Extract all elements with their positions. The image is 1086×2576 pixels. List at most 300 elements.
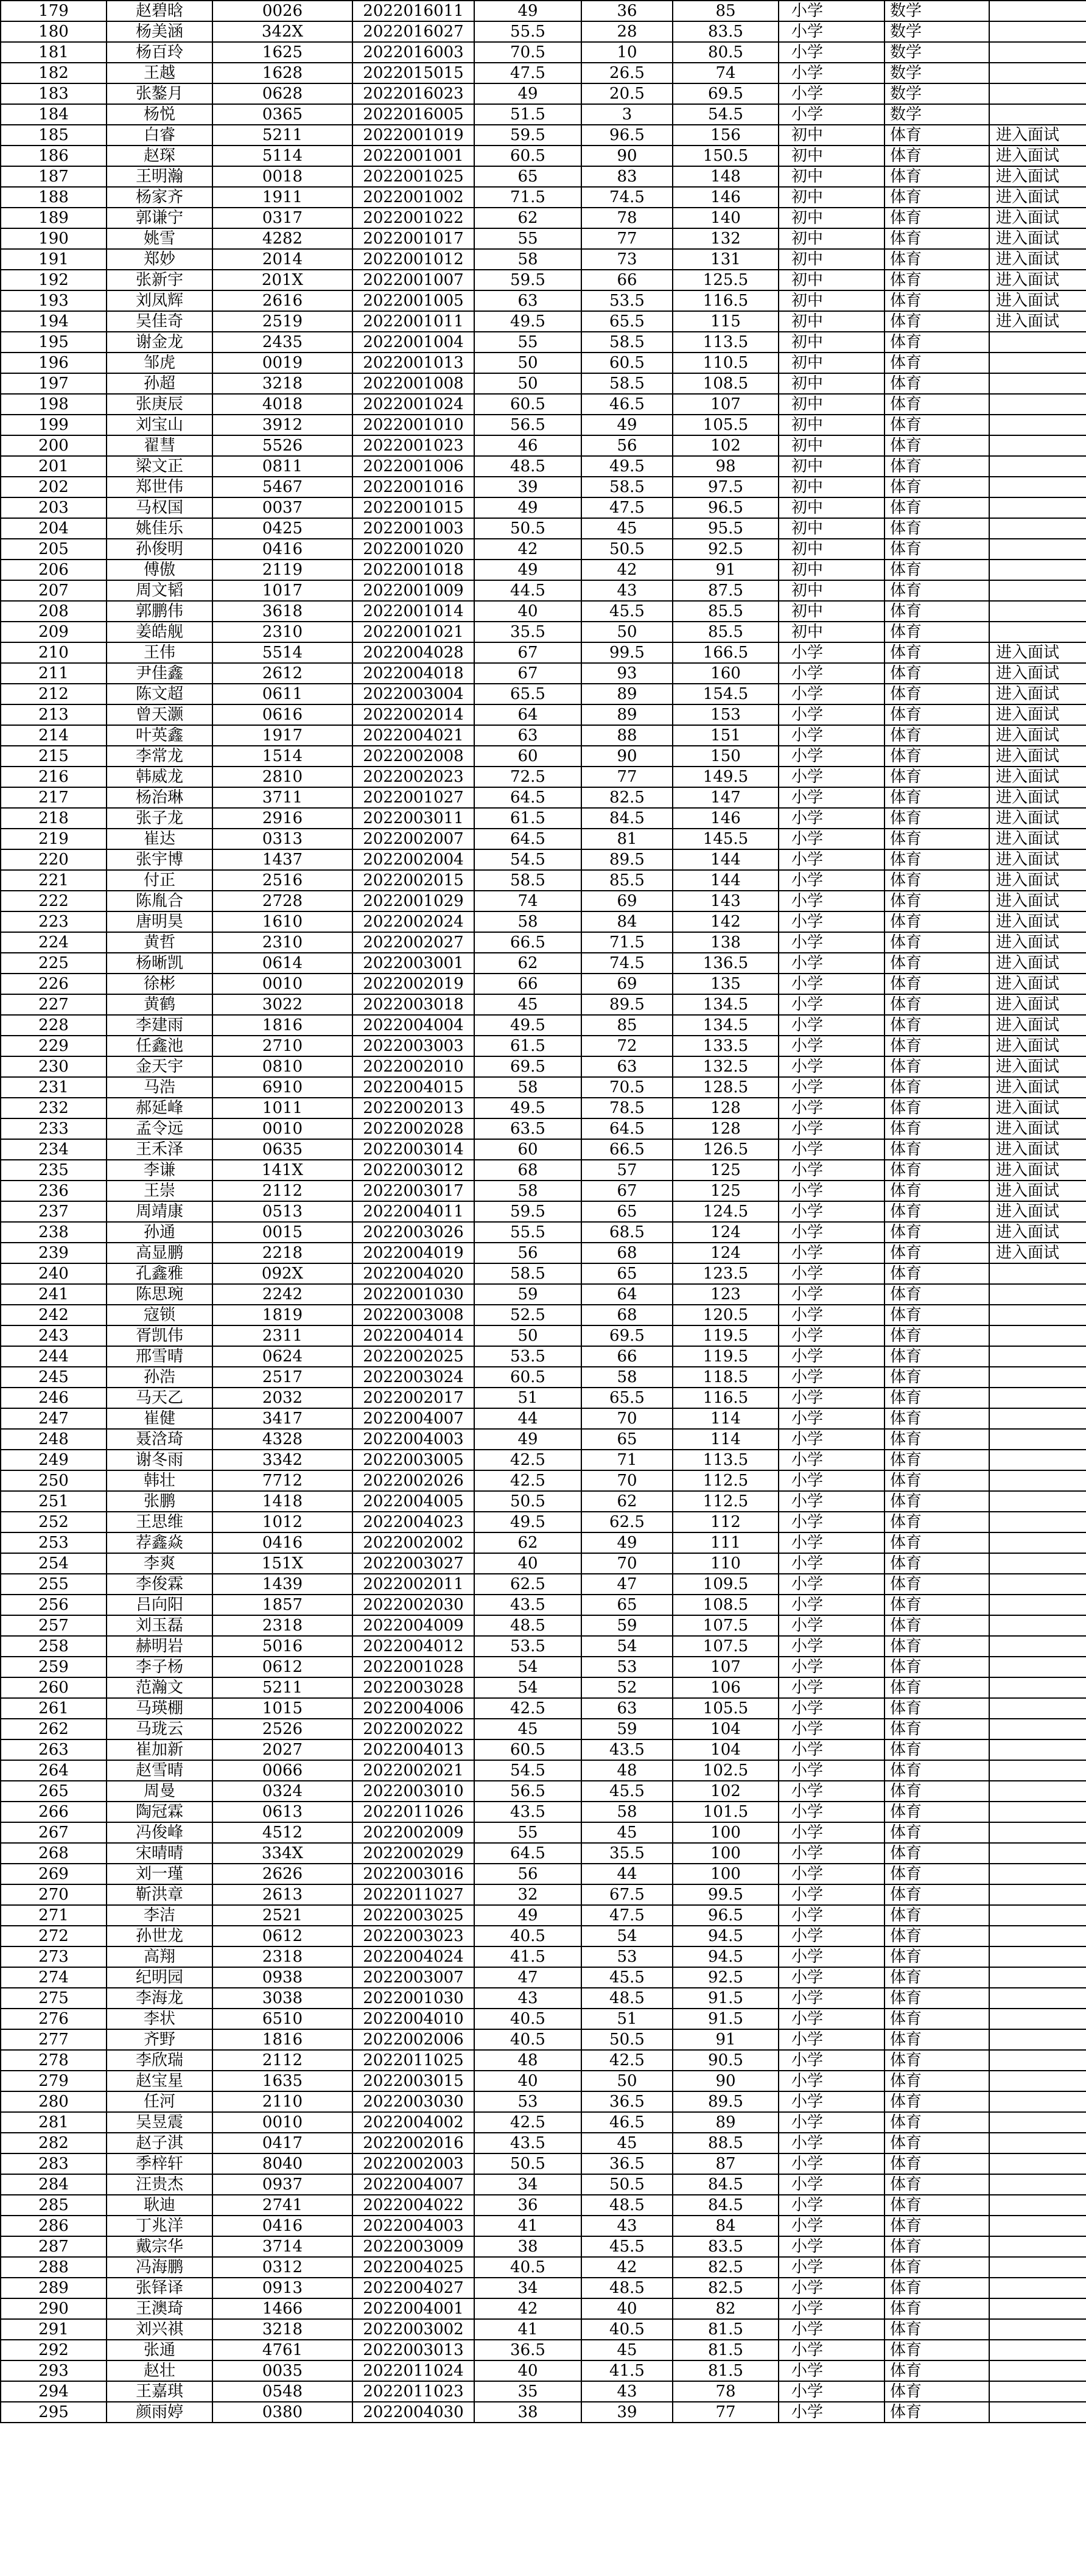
row-number-cell: 271 [1,1905,107,1926]
row-number-cell: 289 [1,2278,107,2298]
candidate-name-cell: 张鹏 [107,1491,212,1512]
subject-cell: 体育 [885,1388,989,1408]
candidate-name-cell: 刘凤辉 [107,290,212,311]
candidate-name-cell: 宋晴晴 [107,1843,212,1864]
school-level-cell: 初中 [779,125,885,146]
result-status-cell [989,1946,1086,1967]
candidate-name-cell: 孙通 [107,1222,212,1243]
row-number-cell: 215 [1,746,107,767]
exam-number-cell: 2022004002 [352,2112,474,2133]
total-score-cell: 82.5 [673,2257,779,2278]
school-level-cell: 小学 [779,1905,885,1926]
exam-number-cell: 2022002004 [352,849,474,870]
row-number-cell: 280 [1,2091,107,2112]
row-number-cell: 261 [1,1698,107,1719]
id-suffix-cell: 0015 [212,1222,352,1243]
row-number-cell: 293 [1,2360,107,2381]
total-score-cell: 109.5 [673,1574,779,1595]
subject-cell: 体育 [885,787,989,808]
interview-score-cell: 47 [581,1574,673,1595]
interview-score-cell: 67.5 [581,1884,673,1905]
result-status-cell [989,2133,1086,2153]
interview-score-cell: 90 [581,746,673,767]
written-score-cell: 54.5 [474,849,581,870]
table-row [1,849,1086,870]
written-score-cell: 53.5 [474,1636,581,1657]
subject-cell: 体育 [885,311,989,332]
result-status-cell: 进入面试 [989,829,1086,849]
total-score-cell: 96.5 [673,497,779,518]
id-suffix-cell: 2112 [212,2050,352,2071]
total-score-cell: 128 [673,1118,779,1139]
result-status-cell [989,373,1086,394]
result-status-cell [989,2009,1086,2029]
interview-score-cell: 50 [581,2071,673,2091]
candidate-name-cell: 李建雨 [107,1015,212,1036]
interview-score-cell: 44 [581,1864,673,1884]
id-suffix-cell: 2310 [212,932,352,953]
exam-number-cell: 2022004007 [352,2174,474,2195]
result-status-cell [989,1719,1086,1739]
subject-cell: 体育 [885,1118,989,1139]
result-status-cell: 进入面试 [989,767,1086,787]
exam-number-cell: 2022011024 [352,2360,474,2381]
row-number-cell: 242 [1,1305,107,1325]
interview-score-cell: 49 [581,415,673,435]
table-row [1,270,1086,290]
subject-cell: 数学 [885,21,989,42]
school-level-cell: 小学 [779,1698,885,1719]
row-number-cell: 278 [1,2050,107,2071]
result-status-cell: 进入面试 [989,290,1086,311]
school-level-cell: 小学 [779,1512,885,1532]
result-status-cell [989,2402,1086,2423]
total-score-cell: 136.5 [673,953,779,974]
table-row [1,497,1086,518]
id-suffix-cell: 0614 [212,953,352,974]
row-number-cell: 246 [1,1388,107,1408]
written-score-cell: 43 [474,1988,581,2009]
result-status-cell [989,1760,1086,1781]
row-number-cell: 262 [1,1719,107,1739]
total-score-cell: 124 [673,1243,779,1263]
candidate-name-cell: 翟彗 [107,435,212,456]
interview-score-cell: 36.5 [581,2091,673,2112]
exam-number-cell: 2022003030 [352,2091,474,2112]
total-score-cell: 125 [673,1181,779,1201]
written-score-cell: 49 [474,1429,581,1450]
id-suffix-cell: 334X [212,1843,352,1864]
interview-score-cell: 28 [581,21,673,42]
interview-score-cell: 54 [581,1636,673,1657]
total-score-cell: 94.5 [673,1946,779,1967]
result-status-cell [989,622,1086,642]
candidate-name-cell: 耿迪 [107,2195,212,2216]
result-status-cell [989,1450,1086,1470]
total-score-cell: 105.5 [673,1698,779,1719]
school-level-cell: 小学 [779,684,885,704]
total-score-cell: 166.5 [673,642,779,663]
table-row [1,1015,1086,1036]
total-score-cell: 150.5 [673,146,779,166]
subject-cell: 体育 [885,208,989,228]
interview-score-cell: 45 [581,1822,673,1843]
total-score-cell: 108.5 [673,1595,779,1615]
id-suffix-cell: 0026 [212,1,352,21]
written-score-cell: 72.5 [474,767,581,787]
interview-score-cell: 45.5 [581,2236,673,2257]
row-number-cell: 229 [1,1036,107,1056]
candidate-name-cell: 马珑云 [107,1719,212,1739]
id-suffix-cell: 1917 [212,725,352,746]
school-level-cell: 小学 [779,1263,885,1284]
result-status-cell: 进入面试 [989,787,1086,808]
row-number-cell: 230 [1,1056,107,1077]
interview-score-cell: 43.5 [581,1739,673,1760]
id-suffix-cell: 2741 [212,2195,352,2216]
total-score-cell: 89.5 [673,2091,779,2112]
id-suffix-cell: 1610 [212,911,352,932]
exam-number-cell: 2022011023 [352,2381,474,2402]
row-number-cell: 216 [1,767,107,787]
total-score-cell: 142 [673,911,779,932]
id-suffix-cell: 2318 [212,1615,352,1636]
subject-cell: 体育 [885,1988,989,2009]
row-number-cell: 248 [1,1429,107,1450]
table-row [1,2050,1086,2071]
table-row [1,622,1086,642]
candidate-name-cell: 梁文正 [107,456,212,477]
candidate-name-cell: 杨晰凯 [107,953,212,974]
row-number-cell: 267 [1,1822,107,1843]
result-status-cell: 进入面试 [989,849,1086,870]
result-status-cell: 进入面试 [989,746,1086,767]
exam-number-cell: 2022003003 [352,1036,474,1056]
table-row [1,104,1086,125]
interview-score-cell: 74.5 [581,953,673,974]
candidate-name-cell: 戴宗华 [107,2236,212,2257]
interview-score-cell: 84 [581,911,673,932]
result-status-cell [989,1491,1086,1512]
exam-number-cell: 2022003014 [352,1139,474,1160]
table-row [1,911,1086,932]
candidate-name-cell: 李状 [107,2009,212,2029]
school-level-cell: 小学 [779,21,885,42]
total-score-cell: 80.5 [673,42,779,63]
candidate-name-cell: 陶冠霖 [107,1802,212,1822]
table-row [1,829,1086,849]
exam-number-cell: 2022016003 [352,42,474,63]
id-suffix-cell: 2112 [212,1181,352,1201]
row-number-cell: 189 [1,208,107,228]
subject-cell: 体育 [885,2402,989,2423]
result-status-cell [989,1636,1086,1657]
subject-cell: 体育 [885,642,989,663]
table-row [1,21,1086,42]
written-score-cell: 49 [474,1905,581,1926]
written-score-cell: 45 [474,994,581,1015]
result-status-cell [989,1595,1086,1615]
id-suffix-cell: 0312 [212,2257,352,2278]
id-suffix-cell: 0018 [212,166,352,187]
table-row [1,1118,1086,1139]
subject-cell: 体育 [885,2381,989,2402]
result-status-cell [989,2340,1086,2360]
table-row [1,2216,1086,2236]
interview-score-cell: 65.5 [581,311,673,332]
interview-score-cell: 78.5 [581,1098,673,1118]
exam-number-cell: 2022003005 [352,1450,474,1470]
exam-number-cell: 2022003028 [352,1677,474,1698]
candidate-name-cell: 李欣瑞 [107,2050,212,2071]
exam-number-cell: 2022001030 [352,1988,474,2009]
result-status-cell: 进入面试 [989,911,1086,932]
candidate-name-cell: 赵宝星 [107,2071,212,2091]
table-row [1,353,1086,373]
candidate-name-cell: 王伟 [107,642,212,663]
subject-cell: 体育 [885,2195,989,2216]
exam-number-cell: 2022004015 [352,1077,474,1098]
result-status-cell: 进入面试 [989,994,1086,1015]
written-score-cell: 49.5 [474,1512,581,1532]
table-row [1,2195,1086,2216]
subject-cell: 体育 [885,2050,989,2071]
candidate-name-cell: 冯俊峰 [107,1822,212,1843]
candidate-name-cell: 李俊霖 [107,1574,212,1595]
school-level-cell: 小学 [779,1201,885,1222]
exam-number-cell: 2022003004 [352,684,474,704]
exam-number-cell: 2022016023 [352,83,474,104]
table-row [1,1802,1086,1822]
table-row [1,415,1086,435]
result-status-cell [989,601,1086,622]
total-score-cell: 84 [673,2216,779,2236]
exam-number-cell: 2022001025 [352,166,474,187]
exam-number-cell: 2022003009 [352,2236,474,2257]
written-score-cell: 51 [474,1388,581,1408]
exam-number-cell: 2022002021 [352,1760,474,1781]
subject-cell: 体育 [885,353,989,373]
table-row [1,2133,1086,2153]
total-score-cell: 146 [673,808,779,829]
row-number-cell: 200 [1,435,107,456]
candidate-name-cell: 赫明岩 [107,1636,212,1657]
total-score-cell: 95.5 [673,518,779,539]
id-suffix-cell: 0317 [212,208,352,228]
row-number-cell: 207 [1,580,107,601]
row-number-cell: 245 [1,1367,107,1388]
school-level-cell: 小学 [779,953,885,974]
subject-cell: 体育 [885,829,989,849]
written-score-cell: 62 [474,208,581,228]
id-suffix-cell: 1514 [212,746,352,767]
candidate-name-cell: 颜雨婷 [107,2402,212,2423]
total-score-cell: 102.5 [673,1760,779,1781]
total-score-cell: 83.5 [673,21,779,42]
school-level-cell: 小学 [779,2257,885,2278]
exam-number-cell: 2022004009 [352,1615,474,1636]
interview-score-cell: 48.5 [581,1988,673,2009]
written-score-cell: 46 [474,435,581,456]
interview-score-cell: 89 [581,684,673,704]
table-row [1,1512,1086,1532]
written-score-cell: 66.5 [474,932,581,953]
candidate-name-cell: 徐彬 [107,974,212,994]
id-suffix-cell: 0010 [212,2112,352,2133]
id-suffix-cell: 2521 [212,1905,352,1926]
table-row [1,1346,1086,1367]
total-score-cell: 132 [673,228,779,249]
candidate-name-cell: 高显鹏 [107,1243,212,1263]
candidate-name-cell: 姚雪 [107,228,212,249]
school-level-cell: 小学 [779,1884,885,1905]
total-score-cell: 110.5 [673,353,779,373]
table-row [1,456,1086,477]
id-suffix-cell: 1011 [212,1098,352,1118]
school-level-cell: 小学 [779,1677,885,1698]
subject-cell: 体育 [885,1056,989,1077]
subject-cell: 数学 [885,83,989,104]
id-suffix-cell: 0811 [212,456,352,477]
total-score-cell: 128 [673,1098,779,1118]
result-status-cell: 进入面试 [989,166,1086,187]
result-status-cell: 进入面试 [989,1160,1086,1181]
written-score-cell: 62 [474,953,581,974]
total-score-cell: 128.5 [673,1077,779,1098]
school-level-cell: 初中 [779,497,885,518]
candidate-name-cell: 吴昱震 [107,2112,212,2133]
interview-score-cell: 81 [581,829,673,849]
id-suffix-cell: 0425 [212,518,352,539]
school-level-cell: 小学 [779,2195,885,2216]
candidate-name-cell: 姚佳乐 [107,518,212,539]
id-suffix-cell: 4282 [212,228,352,249]
table-row [1,663,1086,684]
row-number-cell: 227 [1,994,107,1015]
total-score-cell: 146 [673,187,779,208]
written-score-cell: 69.5 [474,1056,581,1077]
table-row [1,1325,1086,1346]
subject-cell: 体育 [885,704,989,725]
school-level-cell: 小学 [779,911,885,932]
candidate-name-cell: 汪贵杰 [107,2174,212,2195]
subject-cell: 体育 [885,2029,989,2050]
result-status-cell [989,2236,1086,2257]
interview-score-cell: 70 [581,1408,673,1429]
candidate-name-cell: 寇锁 [107,1305,212,1325]
result-status-cell: 进入面试 [989,1222,1086,1243]
result-status-cell [989,1284,1086,1305]
result-status-cell: 进入面试 [989,953,1086,974]
id-suffix-cell: 5514 [212,642,352,663]
school-level-cell: 小学 [779,1346,885,1367]
written-score-cell: 53 [474,2091,581,2112]
interview-score-cell: 43 [581,2216,673,2236]
candidate-name-cell: 马瑛棚 [107,1698,212,1719]
candidate-name-cell: 张子龙 [107,808,212,829]
exam-number-cell: 2022003027 [352,1553,474,1574]
candidate-name-cell: 邹虎 [107,353,212,373]
subject-cell: 体育 [885,663,989,684]
written-score-cell: 63.5 [474,1118,581,1139]
interview-score-cell: 63 [581,1056,673,1077]
candidate-name-cell: 王澳琦 [107,2298,212,2319]
subject-cell: 体育 [885,1036,989,1056]
subject-cell: 体育 [885,1532,989,1553]
table-row [1,704,1086,725]
id-suffix-cell: 4512 [212,1822,352,1843]
school-level-cell: 初中 [779,539,885,560]
total-score-cell: 85.5 [673,622,779,642]
table-row [1,1905,1086,1926]
table-row [1,2174,1086,2195]
written-score-cell: 59.5 [474,270,581,290]
interview-score-cell: 59 [581,1719,673,1739]
result-status-cell [989,42,1086,63]
table-row [1,580,1086,601]
total-score-cell: 104 [673,1739,779,1760]
exam-number-cell: 2022004005 [352,1491,474,1512]
candidate-name-cell: 曾天灏 [107,704,212,725]
row-number-cell: 204 [1,518,107,539]
table-row [1,1843,1086,1864]
result-status-cell: 进入面试 [989,808,1086,829]
result-status-cell: 进入面试 [989,228,1086,249]
interview-score-cell: 45.5 [581,1781,673,1802]
candidate-name-cell: 胥凯伟 [107,1325,212,1346]
table-row [1,83,1086,104]
candidate-name-cell: 郑妙 [107,249,212,270]
subject-cell: 体育 [885,2133,989,2153]
candidate-name-cell: 荐鑫焱 [107,1532,212,1553]
subject-cell: 体育 [885,2340,989,2360]
result-status-cell: 进入面试 [989,891,1086,911]
written-score-cell: 42.5 [474,2112,581,2133]
table-row [1,974,1086,994]
school-level-cell: 小学 [779,2071,885,2091]
written-score-cell: 35.5 [474,622,581,642]
written-score-cell: 49.5 [474,1015,581,1036]
subject-cell: 体育 [885,1512,989,1532]
row-number-cell: 192 [1,270,107,290]
exam-number-cell: 2022001001 [352,146,474,166]
exam-number-cell: 2022004003 [352,2216,474,2236]
table-row [1,2340,1086,2360]
table-row [1,1056,1086,1077]
total-score-cell: 100 [673,1822,779,1843]
result-status-cell [989,2216,1086,2236]
result-status-cell [989,2195,1086,2216]
result-status-cell [989,1905,1086,1926]
subject-cell: 体育 [885,2071,989,2091]
id-suffix-cell: 1015 [212,1698,352,1719]
school-level-cell: 初中 [779,353,885,373]
written-score-cell: 36.5 [474,2340,581,2360]
row-number-cell: 233 [1,1118,107,1139]
result-status-cell: 进入面试 [989,208,1086,228]
school-level-cell: 小学 [779,891,885,911]
table-row [1,166,1086,187]
row-number-cell: 198 [1,394,107,415]
id-suffix-cell: 201X [212,270,352,290]
table-row [1,994,1086,1015]
interview-score-cell: 36 [581,1,673,21]
candidate-name-cell: 赵子淇 [107,2133,212,2153]
id-suffix-cell: 2311 [212,1325,352,1346]
total-score-cell: 106 [673,1677,779,1698]
table-row [1,1201,1086,1222]
total-score-cell: 123.5 [673,1263,779,1284]
